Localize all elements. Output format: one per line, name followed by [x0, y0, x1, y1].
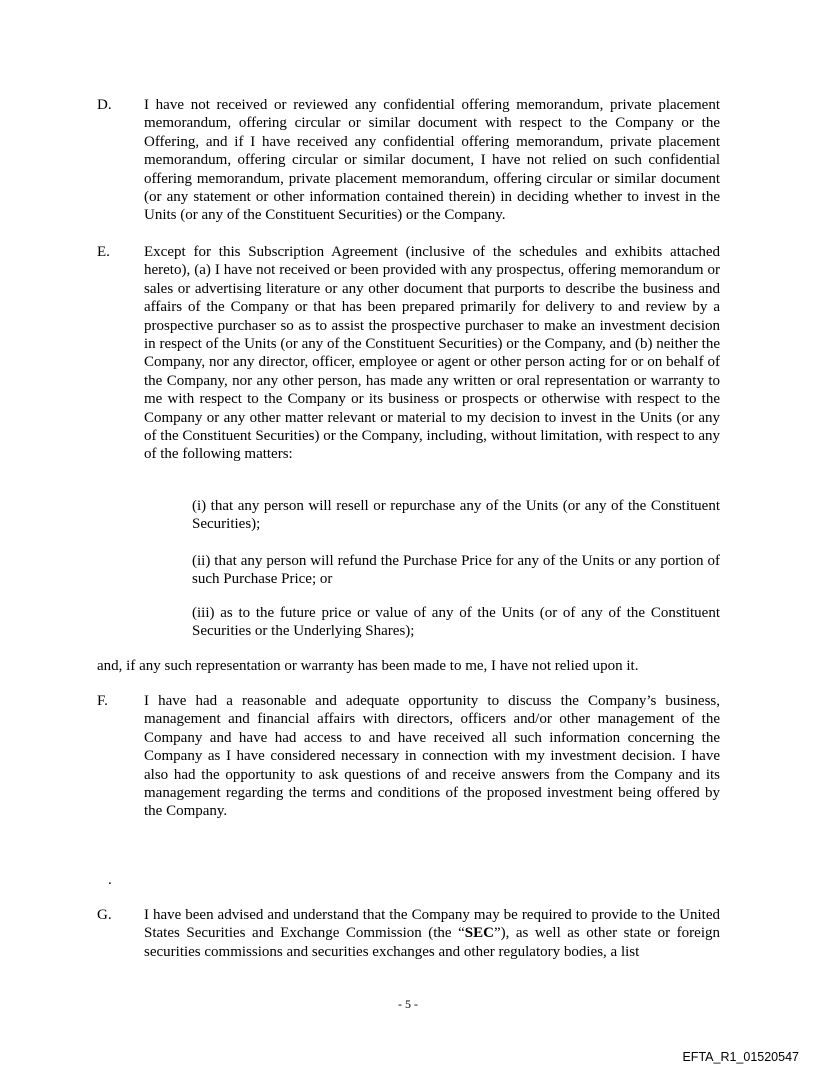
- paragraph-d: [97, 96, 720, 225]
- document-id: EFTA_R1_01520547: [682, 1050, 799, 1064]
- paragraph-f-text: I have had a reasonable and adequate opportunity to discuss the Company’s business, management and financial affairs with directors, officers and/or other management of the Company and have had access to and have received all such information concerning the Company as I have considered necessary in connection with my investment decision. I have also had the opportunity to ask questions of and receive answers from the Company and its management regarding the terms and conditions of the proposed investment being offered by the Company.: [144, 693, 720, 820]
- paragraph-e-label: E.: [97, 244, 110, 260]
- paragraph-g: [97, 906, 720, 961]
- paragraph-d-text: I have not received or reviewed any confidential offering memorandum, private placement memorandum, offering circular or similar document with respect to the Company or the Offering, and if I have received any confidential offering memorandum, private placement memorandum, offering circular or similar document, I have not relied on such confidential offering memorandum, private placement memorandum, offering circular or similar document (or any statement or other information contained therein) in deciding whether to invest in the Units (or any of the Constituent Securities) or the Company.: [144, 97, 720, 224]
- stray-mark: .: [108, 872, 112, 888]
- paragraph-e-text: Except for this Subscription Agreement (inclusive of the schedules and exhibits attached hereto), (a) I have not received or been provided with any prospectus, offering memorandum or sales or advertising literature or any other document that purports to describe the business and affairs of the Company or that has been prepared primarily for delivery to and review by a prospective purchaser so as to assist the prospective purchaser to make an investment decision in respect of the Units (or any of the Constituent Securities) or the Company, and (b) neither the Company, nor any director, officer, employee or agent or other person acting for or on behalf of the Company, nor any other person, has made any written or oral representation or warranty to me with respect to the Company or its business or prospects or otherwise with respect to the Company or any other matter relevant or material to my decision to invest in the Units (or any of the Constituent Securities) or the Company, including, without limitation, with respect to any of the following matters:: [144, 244, 720, 463]
- paragraph-e: [97, 243, 720, 464]
- paragraph-e-closing: and, if any such representation or warranty has been made to me, I have not relied upon it.: [97, 658, 639, 674]
- paragraph-f-label: F.: [97, 693, 108, 709]
- paragraph-g-text-before: I have been advised and understand that the Company may be required to provide to the United States Securities and Exchange Commission (the “: [144, 907, 720, 942]
- sec-term: SEC: [464, 925, 494, 942]
- paragraph-g-text: [144, 906, 720, 961]
- page-number: - 5 -: [398, 997, 418, 1011]
- paragraph-g-text-after: ”), as well as other state or foreign securities commissions and securities exchanges and other regulatory bodies, a list: [144, 925, 720, 960]
- subitem-iii: (iii) as to the future price or value of any of the Units (or of any of the Constituent Securities or the Underlying Shares);: [192, 605, 720, 640]
- paragraph-g-label: G.: [97, 907, 112, 923]
- paragraph-f: [97, 692, 720, 821]
- subitem-ii: (ii) that any person will refund the Purchase Price for any of the Units or any portion of such Purchase Price; or: [192, 553, 720, 588]
- paragraph-d-label: D.: [97, 97, 112, 113]
- subitem-i: (i) that any person will resell or repurchase any of the Units (or any of the Constituent Securities);: [192, 498, 720, 533]
